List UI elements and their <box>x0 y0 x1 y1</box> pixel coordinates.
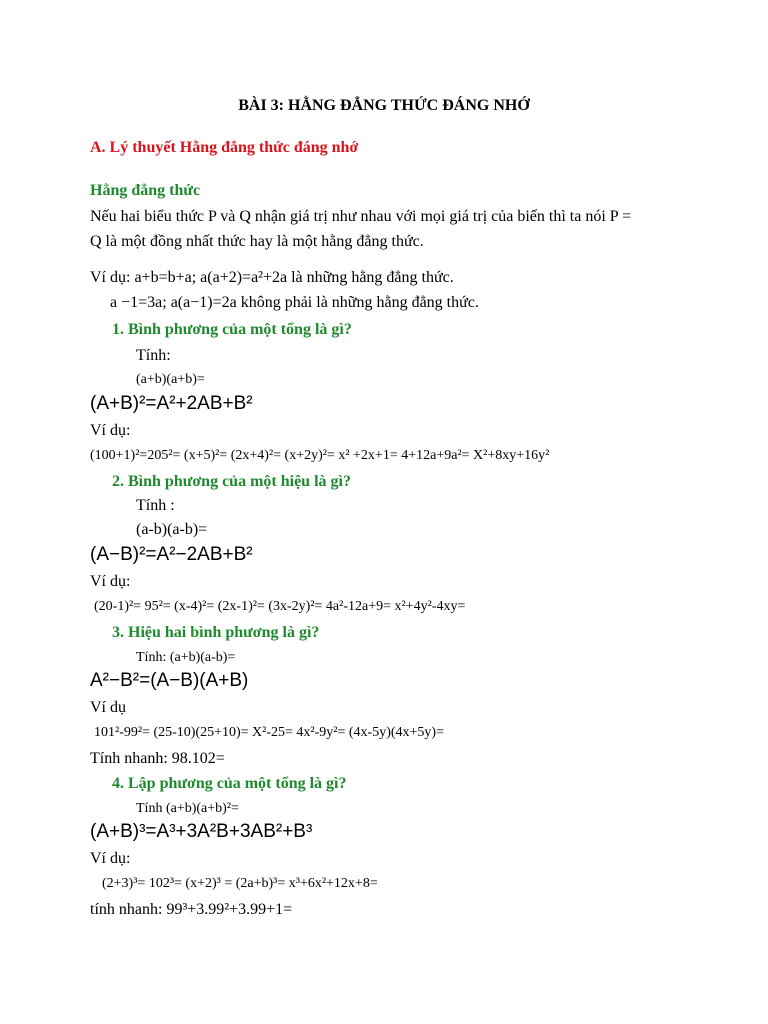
item-2-example: (20-1)²= 95²= (x-4)²= (2x-1)²= (3x-2y)²= 4a²-12a+9= x²+4y²-4xy= <box>94 599 466 614</box>
section-a-heading: A. Lý thuyết Hằng đẳng thức đáng nhớ <box>90 139 359 156</box>
item-4-heading: 4. Lập phương của một tổng là gì? <box>112 775 347 792</box>
page-title: BÀI 3: HẰNG ĐẲNG THỨC ĐÁNG NHỚ <box>238 97 530 114</box>
item-3-example-label: Ví dụ <box>90 699 126 716</box>
item-4-example-label: Ví dụ: <box>90 850 131 867</box>
item-3-quick: Tính nhanh: 98.102= <box>90 750 225 767</box>
subheading-identity: Hằng đẳng thức <box>90 182 201 199</box>
item-2-heading: 2. Bình phương của một hiệu là gì? <box>112 473 351 490</box>
item-1-tinh-expr: (a+b)(a+b)= <box>136 372 205 387</box>
item-1-example-label: Ví dụ: <box>90 422 131 439</box>
item-1-tinh-label: Tính: <box>136 347 171 364</box>
item-2-formula: (A−B)²=A²−2AB+B² <box>90 544 253 565</box>
item-3-heading: 3. Hiệu hai bình phương là gì? <box>112 624 320 641</box>
item-4-example: (2+3)³= 102³= (x+2)³ = (2a+b)³= x³+6x²+12x+8= <box>102 876 378 891</box>
counter-example: a −1=3a; a(a−1)=2a không phải là những hằng đẳng thức. <box>110 294 479 311</box>
example-intro: Ví dụ: a+b=b+a; a(a+2)=a²+2a là những hằng đẳng thức. <box>90 269 454 286</box>
definition-line-2: Q là một đồng nhất thức hay là một hằng đẳng thức. <box>90 233 424 250</box>
definition-line-1: Nếu hai biểu thức P và Q nhận giá trị như nhau với mọi giá trị của biến thì ta nói P = <box>90 208 632 225</box>
item-3-tinh-line: Tính: (a+b)(a-b)= <box>136 650 236 665</box>
item-1-example: (100+1)²=205²= (x+5)²= (2x+4)²= (x+2y)²= x² +2x+1= 4+12a+9a²= X²+8xy+16y² <box>90 448 550 463</box>
item-2-tinh-expr: (a-b)(a-b)= <box>136 521 208 538</box>
item-3-formula: A²−B²=(A−B)(A+B) <box>90 670 249 691</box>
item-4-tinh-line: Tính (a+b)(a+b)²= <box>136 801 239 816</box>
item-1-formula: (A+B)²=A²+2AB+B² <box>90 393 253 414</box>
item-2-tinh-label: Tính : <box>136 497 175 514</box>
item-4-formula: (A+B)³=A³+3A²B+3AB²+B³ <box>90 821 313 842</box>
item-1-heading: 1. Bình phương của một tổng là gì? <box>112 321 352 338</box>
item-2-example-label: Ví dụ: <box>90 573 131 590</box>
item-3-example: 101²-99²= (25-10)(25+10)= X²-25= 4x²-9y²= (4x-5y)(4x+5y)= <box>94 725 444 740</box>
item-4-quick: tính nhanh: 99³+3.99²+3.99+1= <box>90 901 293 918</box>
